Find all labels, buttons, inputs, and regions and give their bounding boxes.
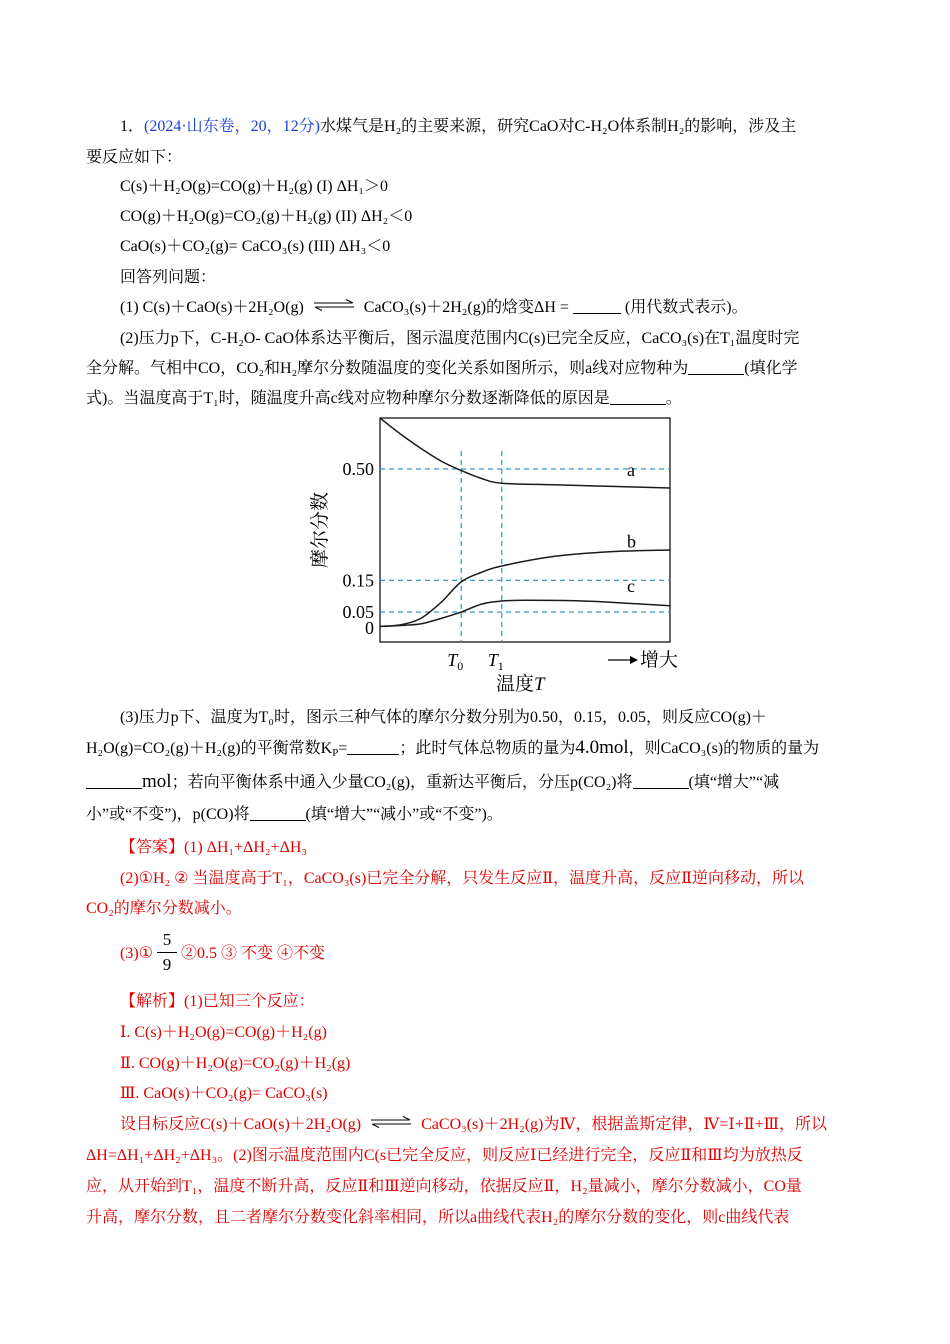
answer-3-rest: ②0.5 ③ 不变 ④不变	[181, 945, 326, 962]
question-2-line-2	[86, 359, 798, 379]
mol-unit: mol	[142, 771, 172, 792]
y-tick-label: 0.15	[342, 570, 374, 591]
q2-text: 式)。当温度高于T₁时，随温度升高c线对应物种摩尔分数逐渐降低的原因是	[86, 390, 610, 407]
x-axis-label-symbol: T	[534, 674, 545, 695]
answer-blank	[86, 774, 142, 789]
kp-subscript: P	[332, 747, 339, 759]
x-marker-subscript: 0	[457, 659, 464, 673]
x-marker-label: $T_0$	[447, 650, 464, 673]
q3-text: 小”或“不变”)，p(CO)将	[86, 806, 250, 823]
question-source: (2024·山东卷，20，12分)	[144, 118, 321, 135]
analysis-line-1	[120, 1115, 827, 1135]
y-tick-labels	[343, 459, 375, 638]
x-marker-subscript: 1	[497, 659, 504, 673]
question-3-line-4	[86, 805, 503, 825]
question-intro: 水煤气是H₂的主要来源，研究CaO对C-H₂O体系制H₂的影响，涉及主	[320, 118, 797, 135]
q1-tail: (用代数式表示)。	[624, 299, 748, 316]
reaction-2: CO(g)＋H₂O(g)=CO₂(g)＋H₂(g) (II) ΔH₂＜0	[120, 208, 413, 225]
curve-label-a: a	[627, 459, 635, 480]
y-tick-label: 0	[365, 618, 374, 638]
x-arrow-label: 增大	[640, 650, 679, 671]
x-marker-labels	[447, 650, 504, 673]
q3-text: (填“增大”“减小”或“不变”)。	[305, 806, 503, 823]
total-mol: 4.0mol	[575, 737, 629, 758]
answer-blank	[573, 299, 621, 314]
q3-text: ；若向平衡体系中通入少量CO₂(g)，重新达平衡后，分压p(CO₂)将	[171, 774, 633, 791]
q2-text: 全分解。气相中CO，CO₂和H₂摩尔分数随温度的变化关系如图所示，则a线对应物种为	[86, 360, 689, 377]
q3-text: H₂O(g)=CO₂(g)＋H₂(g)的平衡常数K	[86, 740, 333, 757]
analysis-tag: 【解析】	[120, 993, 185, 1010]
question-line-1	[120, 117, 796, 137]
answer-blank	[347, 740, 399, 755]
answer-2-line-2: CO₂的摩尔分数减小。	[86, 900, 242, 917]
curve-c	[380, 600, 670, 626]
q1-reactants: (1) C(s)＋CaO(s)＋2H₂O(g)	[120, 299, 304, 316]
analysis-text: 设目标反应C(s)＋CaO(s)＋2H₂O(g)	[120, 1116, 362, 1133]
analysis-reaction-3: Ⅲ. CaO(s)＋CO₂(g)= CaCO₃(s)	[120, 1085, 328, 1102]
question-number: 1．	[120, 118, 145, 135]
reaction-1: C(s)＋H₂O(g)=CO(g)＋H₂(g) (I) ΔH₁＞0	[120, 178, 389, 195]
q3-text: =	[338, 740, 348, 757]
question-3-line-2	[86, 738, 819, 759]
analysis-text: (1)已知三个反应：	[184, 993, 315, 1010]
answer-1-text: (1) ΔH₁+ΔH₂+ΔH₃	[184, 839, 307, 856]
analysis-line-4: 升高，摩尔分数，且二者摩尔分数变化斜率相同，所以a曲线代表H₂的摩尔分数的变化，则c曲线代表	[86, 1209, 790, 1226]
question-3-line-3	[86, 772, 779, 793]
analysis-line-2: ΔH=ΔH₁+ΔH₂+ΔH₃。(2)图示温度范围内C(s已完全反应，则反应Ⅰ已经进行完全，反应Ⅱ和Ⅲ均为放热反	[86, 1147, 803, 1164]
y-tick-label: 0.50	[342, 458, 374, 479]
x-marker-label: $T_1$	[487, 650, 504, 673]
q2-text: (填化学	[744, 360, 798, 377]
q3-text: ；此时气体总物质的量为	[399, 740, 576, 757]
answer-blank	[610, 390, 666, 405]
analysis-line-3: 应，从开始到T₁，温度不断升高，反应Ⅱ和Ⅲ逆向移动，依据反应Ⅱ，H₂量减小，摩尔分数减小，CO量	[86, 1178, 802, 1195]
curve-labels	[627, 460, 636, 596]
answer-2-line-1: (2)①H₂ ② 当温度高于T₁，CaCO₃(s)已完全分解，只发生反应Ⅱ，温度升高，反应Ⅱ逆向移动，所以	[120, 870, 805, 887]
answer-3-prefix: (3)①	[120, 945, 153, 962]
q3-text: (填“增大”“减	[688, 774, 780, 791]
answer-blank	[250, 806, 306, 821]
y-tick-label: 0.05	[342, 602, 374, 623]
x-axis-label	[496, 673, 546, 695]
question-intro-cont: 要反应如下：	[86, 149, 183, 166]
answer-blank	[688, 360, 744, 375]
answer-prompt: 回答列问题：	[120, 269, 217, 286]
answer-3	[120, 944, 325, 964]
answer-blank	[633, 774, 689, 789]
equilibrium-arrow-icon	[369, 1116, 413, 1128]
analysis-heading	[120, 992, 315, 1012]
curve-label-b: b	[627, 531, 636, 552]
answer-1	[120, 838, 307, 858]
mole-fraction-chart	[300, 404, 700, 704]
analysis-reaction-1: Ⅰ. C(s)＋H₂O(g)=CO(g)＋H₂(g)	[120, 1024, 327, 1041]
fraction-numerator: 5	[162, 930, 172, 949]
plot-frame	[380, 418, 670, 642]
reaction-3: CaO(s)＋CO₂(g)= CaCO₃(s) (III) ΔH₃＜0	[120, 238, 391, 255]
arrow-right-icon	[630, 656, 638, 664]
question-3-line-1: (3)压力p下、温度为T₀时，图示三种气体的摩尔分数分别为0.50，0.15，0.05，则反应CO(g)＋	[120, 709, 767, 726]
curve-label-c: c	[627, 575, 635, 596]
x-markers	[461, 451, 502, 642]
equilibrium-arrow-icon	[312, 299, 356, 311]
fraction-5-9	[157, 930, 177, 975]
x-axis-label-text: 温度	[496, 674, 535, 695]
q3-text: ，则CaCO₃(s)的物质的量为	[628, 740, 820, 757]
analysis-reaction-2: Ⅱ. CO(g)＋H₂O(g)=CO₂(g)＋H₂(g)	[120, 1055, 351, 1072]
question-2-line-1: (2)压力p下，C-H₂O- CaO体系达平衡后，图示温度范围内C(s)已完全反应，CaCO₃(s)在T₁温度时完	[120, 330, 800, 347]
analysis-text: CaCO₃(s)＋2H₂(g)为Ⅳ，根据盖斯定律，Ⅳ=Ⅰ+Ⅱ+Ⅲ，所以	[421, 1116, 828, 1133]
fraction-denominator: 9	[162, 955, 172, 974]
question-1	[120, 298, 748, 318]
q2-text: 。	[665, 390, 682, 407]
y-axis-label: 摩尔分数	[310, 491, 331, 569]
q1-products: CaCO₃(s)＋2H₂(g)的焓变ΔH =	[363, 299, 569, 316]
answer-tag: 【答案】	[120, 839, 185, 856]
